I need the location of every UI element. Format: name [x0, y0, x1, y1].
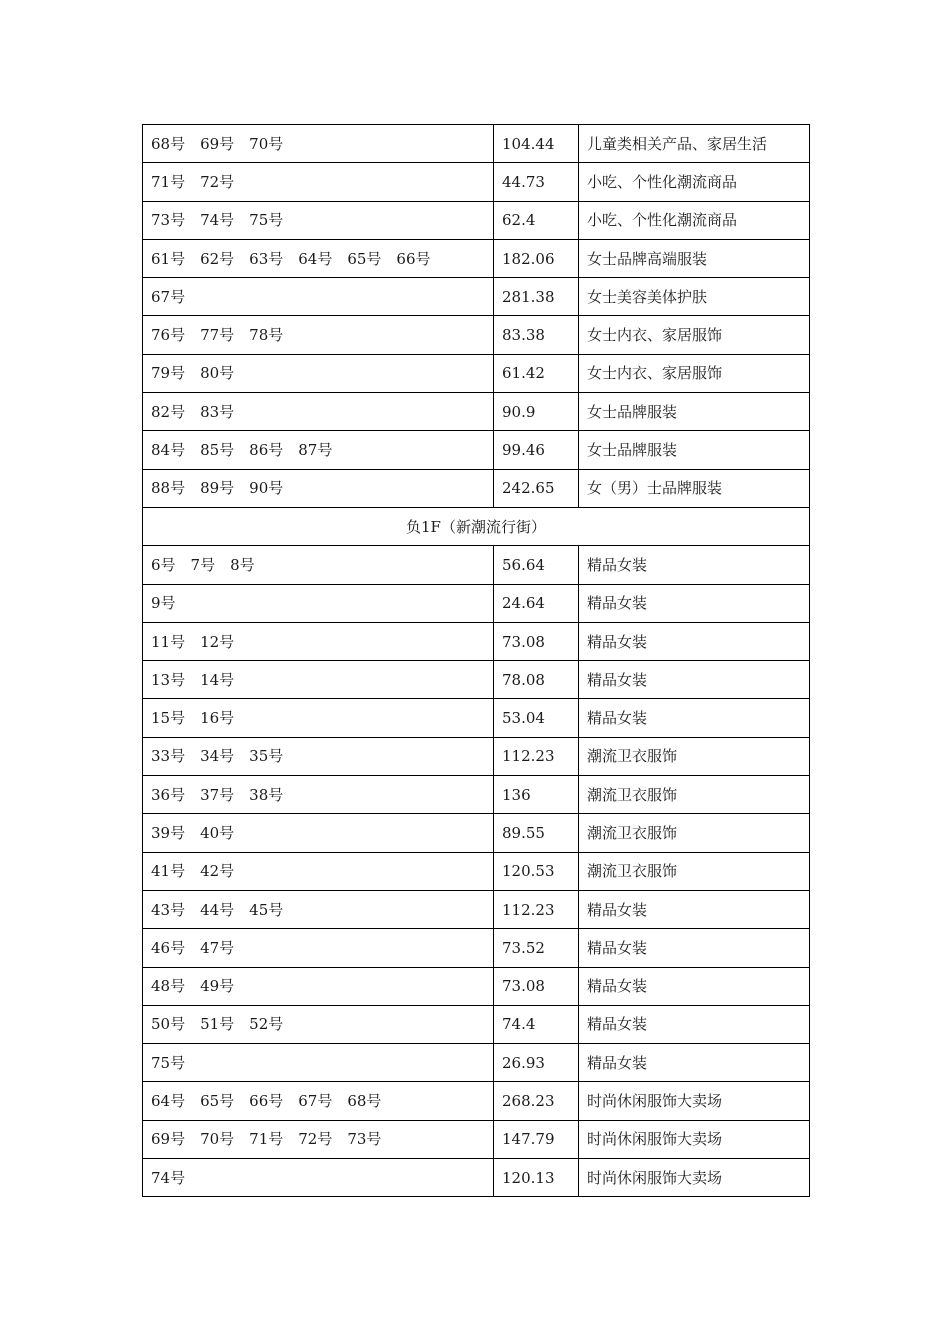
- area-cell: 281.38: [494, 278, 579, 316]
- unit-numbers-cell: 76号 77号 78号: [143, 316, 494, 354]
- usage-cell: 潮流卫衣服饰: [579, 852, 810, 890]
- table-row: [143, 584, 810, 622]
- usage-cell: 精品女装: [579, 929, 810, 967]
- area-cell: 78.08: [494, 661, 579, 699]
- area-cell: 56.64: [494, 546, 579, 584]
- area-cell: 24.64: [494, 584, 579, 622]
- usage-cell: 女士品牌服装: [579, 431, 810, 469]
- area-cell: 44.73: [494, 163, 579, 201]
- usage-cell: 女士内衣、家居服饰: [579, 316, 810, 354]
- table-row: [143, 929, 810, 967]
- table-row: [143, 125, 810, 163]
- usage-cell: 儿童类相关产品、家居生活: [579, 125, 810, 163]
- area-cell: 147.79: [494, 1120, 579, 1158]
- usage-cell: 潮流卫衣服饰: [579, 776, 810, 814]
- table-row: [143, 890, 810, 928]
- usage-cell: 精品女装: [579, 622, 810, 660]
- table-row: [143, 163, 810, 201]
- unit-numbers-cell: 11号 12号: [143, 622, 494, 660]
- area-cell: 73.08: [494, 967, 579, 1005]
- area-cell: 74.4: [494, 1005, 579, 1043]
- usage-cell: 潮流卫衣服饰: [579, 737, 810, 775]
- table-row: [143, 354, 810, 392]
- usage-cell: 精品女装: [579, 890, 810, 928]
- section-title: 负1F（新潮流行街）: [143, 507, 810, 545]
- table-row: [143, 814, 810, 852]
- unit-numbers-cell: 13号 14号: [143, 661, 494, 699]
- table-row: [143, 393, 810, 431]
- usage-cell: 精品女装: [579, 967, 810, 1005]
- table-row: [143, 776, 810, 814]
- table-row: [143, 431, 810, 469]
- usage-cell: 精品女装: [579, 584, 810, 622]
- table-row: [143, 967, 810, 1005]
- area-cell: 112.23: [494, 890, 579, 928]
- unit-numbers-cell: 39号 40号: [143, 814, 494, 852]
- section-header-row: [143, 507, 810, 545]
- usage-cell: 时尚休闲服饰大卖场: [579, 1082, 810, 1120]
- table-row: [143, 278, 810, 316]
- area-cell: 73.52: [494, 929, 579, 967]
- unit-numbers-cell: 75号: [143, 1044, 494, 1082]
- unit-numbers-cell: 9号: [143, 584, 494, 622]
- table-row: [143, 661, 810, 699]
- area-cell: 104.44: [494, 125, 579, 163]
- usage-cell: 精品女装: [579, 1005, 810, 1043]
- area-cell: 120.13: [494, 1159, 579, 1197]
- area-cell: 120.53: [494, 852, 579, 890]
- unit-numbers-cell: 71号 72号: [143, 163, 494, 201]
- usage-cell: 时尚休闲服饰大卖场: [579, 1159, 810, 1197]
- usage-cell: 精品女装: [579, 661, 810, 699]
- table-row: [143, 1044, 810, 1082]
- area-cell: 99.46: [494, 431, 579, 469]
- table-row: [143, 239, 810, 277]
- unit-numbers-cell: 15号 16号: [143, 699, 494, 737]
- unit-numbers-cell: 6号 7号 8号: [143, 546, 494, 584]
- unit-numbers-cell: 46号 47号: [143, 929, 494, 967]
- unit-numbers-cell: 84号 85号 86号 87号: [143, 431, 494, 469]
- usage-cell: 精品女装: [579, 1044, 810, 1082]
- usage-cell: 小吃、个性化潮流商品: [579, 201, 810, 239]
- usage-cell: 精品女装: [579, 699, 810, 737]
- area-cell: 136: [494, 776, 579, 814]
- unit-numbers-cell: 68号 69号 70号: [143, 125, 494, 163]
- unit-numbers-cell: 69号 70号 71号 72号 73号: [143, 1120, 494, 1158]
- area-cell: 53.04: [494, 699, 579, 737]
- area-cell: 182.06: [494, 239, 579, 277]
- unit-numbers-cell: 50号 51号 52号: [143, 1005, 494, 1043]
- table-body: [143, 125, 810, 1197]
- usage-cell: 女士品牌服装: [579, 393, 810, 431]
- area-cell: 83.38: [494, 316, 579, 354]
- unit-numbers-cell: 61号 62号 63号 64号 65号 66号: [143, 239, 494, 277]
- unit-numbers-cell: 43号 44号 45号: [143, 890, 494, 928]
- area-cell: 26.93: [494, 1044, 579, 1082]
- unit-numbers-cell: 73号 74号 75号: [143, 201, 494, 239]
- unit-numbers-cell: 67号: [143, 278, 494, 316]
- usage-cell: 女士内衣、家居服饰: [579, 354, 810, 392]
- table-row: [143, 852, 810, 890]
- unit-numbers-cell: 48号 49号: [143, 967, 494, 1005]
- unit-numbers-cell: 41号 42号: [143, 852, 494, 890]
- area-cell: 268.23: [494, 1082, 579, 1120]
- unit-numbers-cell: 82号 83号: [143, 393, 494, 431]
- area-cell: 62.4: [494, 201, 579, 239]
- table-row: [143, 1005, 810, 1043]
- usage-cell: 女士品牌高端服装: [579, 239, 810, 277]
- table-row: [143, 737, 810, 775]
- area-cell: 90.9: [494, 393, 579, 431]
- usage-cell: 女士美容美体护肤: [579, 278, 810, 316]
- shop-unit-table: [142, 124, 810, 1197]
- table-row: [143, 1120, 810, 1158]
- table-row: [143, 201, 810, 239]
- area-cell: 73.08: [494, 622, 579, 660]
- area-cell: 61.42: [494, 354, 579, 392]
- area-cell: 112.23: [494, 737, 579, 775]
- table-row: [143, 1082, 810, 1120]
- unit-numbers-cell: 33号 34号 35号: [143, 737, 494, 775]
- table-row: [143, 546, 810, 584]
- table-row: [143, 622, 810, 660]
- table-row: [143, 316, 810, 354]
- usage-cell: 女（男）士品牌服装: [579, 469, 810, 507]
- usage-cell: 小吃、个性化潮流商品: [579, 163, 810, 201]
- unit-numbers-cell: 88号 89号 90号: [143, 469, 494, 507]
- usage-cell: 潮流卫衣服饰: [579, 814, 810, 852]
- table-row: [143, 699, 810, 737]
- unit-numbers-cell: 74号: [143, 1159, 494, 1197]
- area-cell: 89.55: [494, 814, 579, 852]
- unit-numbers-cell: 36号 37号 38号: [143, 776, 494, 814]
- area-cell: 242.65: [494, 469, 579, 507]
- usage-cell: 时尚休闲服饰大卖场: [579, 1120, 810, 1158]
- usage-cell: 精品女装: [579, 546, 810, 584]
- unit-numbers-cell: 79号 80号: [143, 354, 494, 392]
- table-row: [143, 469, 810, 507]
- table-row: [143, 1159, 810, 1197]
- unit-numbers-cell: 64号 65号 66号 67号 68号: [143, 1082, 494, 1120]
